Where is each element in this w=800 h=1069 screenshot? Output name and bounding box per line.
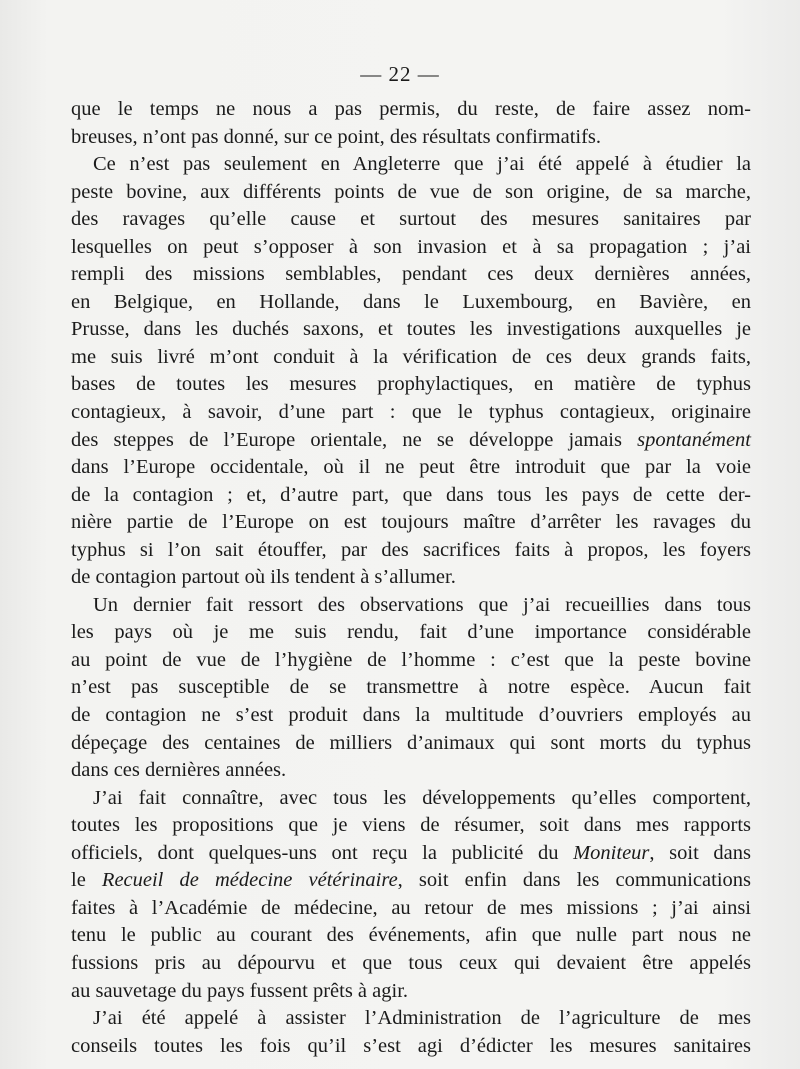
text-segment: au sauvetage du pays fussent prêts à agir. <box>71 979 409 1002</box>
text-segment: que le temps ne nous a pas permis, du reste, de faire assez nom- <box>71 98 751 120</box>
text-line <box>71 812 751 840</box>
text-segment: , soit enfin dans les communications <box>397 869 751 892</box>
text-line <box>71 978 751 1006</box>
text-line <box>71 922 751 950</box>
text-segment: Prusse, dans les duchés saxons, et toutes les investigations auxquelles je <box>71 318 751 341</box>
text-segment: Ce n’est pas seulement en Angleterre que j’ai été appelé à étudier la <box>93 153 751 176</box>
text-segment: bases de toutes les mesures prophylactiques, en matière de typhus <box>71 373 751 396</box>
text-segment: des ravages qu’elle cause et surtout des mesures sanitaires par <box>71 208 751 231</box>
text-segment: dans ces dernières années. <box>71 759 287 782</box>
text-line <box>71 537 751 565</box>
text-segment: de contagion partout où ils tendent à s’allumer. <box>71 566 456 589</box>
page-number: — 22 — <box>360 62 440 86</box>
text-segment: n’est pas susceptible de se transmettre à notre espèce. Aucun fait <box>71 676 751 699</box>
text-line <box>71 124 751 152</box>
text-segment: dans l’Europe occidentale, où il ne peut être introduit que par la voie <box>71 456 751 479</box>
text-segment: faites à l’Académie de médecine, au retour de mes missions ; j’ai ainsi <box>71 896 751 919</box>
text-segment: des steppes de l’Europe orientale, ne se développe jamais <box>71 428 638 451</box>
text-line <box>71 427 751 455</box>
text-segment: J’ai été appelé à assister l’Administration de l’agriculture de mes <box>93 1007 751 1030</box>
text-line <box>71 234 751 262</box>
text-segment: tenu le public au courant des événements, afin que nulle part nous ne <box>71 924 751 947</box>
text-line <box>71 757 751 785</box>
text-line <box>71 509 751 537</box>
text-segment: me suis livré m’ont conduit à la vérification de ces deux grands faits, <box>71 345 751 368</box>
text-segment: lesquelles on peut s’opposer à son invasion et à sa propagation ; j’ai <box>71 235 751 258</box>
text-segment: contagieux, à savoir, d’une part : que le typhus contagieux, originaire <box>71 401 751 424</box>
text-segment: le <box>71 869 102 892</box>
text-line <box>71 371 751 399</box>
text-line <box>71 702 751 730</box>
text-segment: , soit dans <box>649 841 751 864</box>
text-line <box>71 564 751 592</box>
text-line <box>71 1005 751 1033</box>
text-line <box>71 785 751 813</box>
text-line <box>71 950 751 978</box>
text-segment: au point de vue de l’hygiène de l’homme : c’est que la peste bovine <box>71 648 751 671</box>
text-segment: de contagion ne s’est produit dans la multitude d’ouvriers employés au <box>71 704 751 727</box>
text-line <box>71 730 751 758</box>
text-line <box>71 674 751 702</box>
text-segment: rempli des missions semblables, pendant ces deux dernières années, <box>71 263 751 286</box>
italic-text-segment: spontanément <box>637 428 751 451</box>
text-segment: fussions pris au dépourvu et que tous ceux qui devaient être appelés <box>71 951 751 974</box>
italic-text-segment: Moniteur <box>573 841 650 864</box>
text-line <box>71 261 751 289</box>
italic-text-segment: Recueil de médecine vétérinaire <box>101 869 398 892</box>
text-segment: en Belgique, en Hollande, dans le Luxembourg, en Bavière, en <box>71 290 751 313</box>
text-segment: toutes les propositions que je viens de résumer, soit dans mes rapports <box>71 814 751 837</box>
text-segment: Un dernier fait ressort des observations que j’ai recueillies dans tous <box>93 593 751 616</box>
text-line <box>71 592 751 620</box>
text-line <box>71 151 751 179</box>
text-line <box>71 179 751 207</box>
body-text <box>71 96 751 1060</box>
text-line <box>71 619 751 647</box>
text-line <box>71 867 751 895</box>
text-line <box>71 344 751 372</box>
text-line <box>71 1033 751 1061</box>
text-segment: de la contagion ; et, d’autre part, que dans tous les pays de cette der- <box>71 483 751 506</box>
text-line <box>71 399 751 427</box>
text-line <box>71 647 751 675</box>
text-segment: typhus si l’on sait étouffer, par des sacrifices faits à propos, les foyers <box>71 538 751 561</box>
text-segment: breuses, n’ont pas donné, sur ce point, des résultats confirmatifs. <box>71 125 602 148</box>
text-line <box>71 206 751 234</box>
text-segment: les pays où je me suis rendu, fait d’une importance considérable <box>71 621 751 644</box>
text-line <box>71 454 751 482</box>
text-segment: conseils toutes les fois qu’il s’est agi d’édicter les mesures sanitaires <box>71 1034 751 1057</box>
text-line <box>71 840 751 868</box>
text-line <box>71 895 751 923</box>
text-segment: nière partie de l’Europe on est toujours maître d’arrêter les ravages du <box>71 511 751 534</box>
text-segment: peste bovine, aux différents points de vue de son origine, de sa marche, <box>71 180 751 203</box>
text-line <box>71 482 751 510</box>
text-line <box>71 316 751 344</box>
text-line <box>71 96 751 124</box>
text-line <box>71 289 751 317</box>
text-segment: officiels, dont quelques-uns ont reçu la publicité du <box>71 841 574 864</box>
text-segment: dépeçage des centaines de milliers d’animaux qui sont morts du typhus <box>71 731 751 754</box>
text-segment: J’ai fait connaître, avec tous les développements qu’elles comportent, <box>93 786 751 809</box>
